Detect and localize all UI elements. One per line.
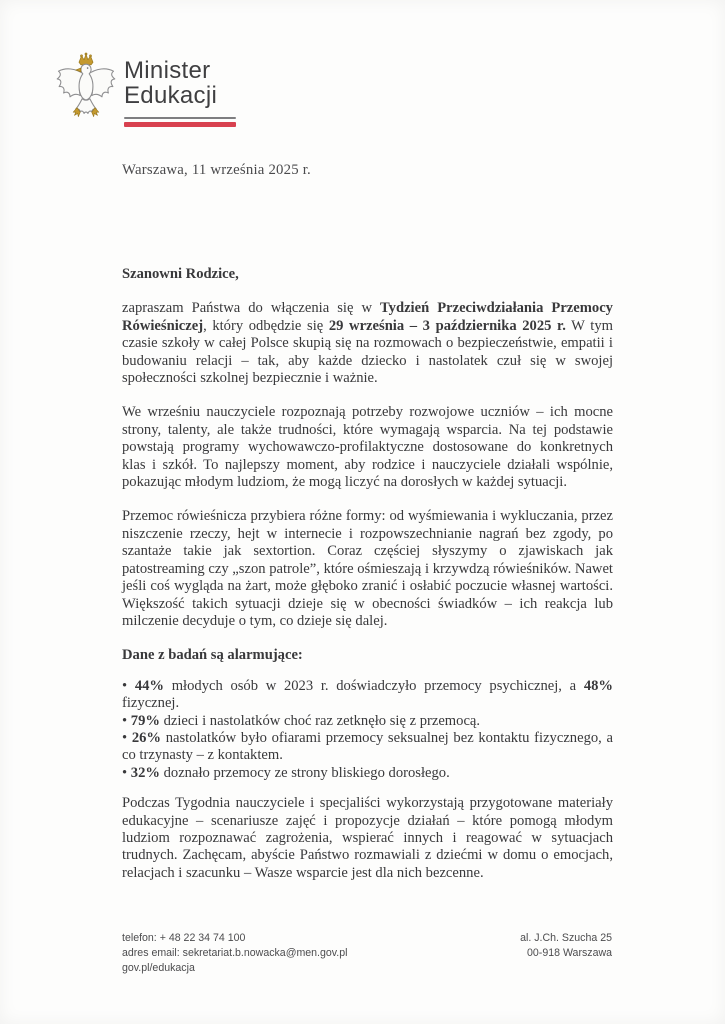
letterhead (54, 48, 236, 138)
stats-bullet-list (122, 678, 613, 782)
logo-rule-red-bar (124, 122, 236, 127)
footer-address-line1: al. J.Ch. Szucha 25 (520, 932, 612, 944)
footer-phone: telefon: + 48 22 34 74 100 (122, 932, 246, 944)
letter-body (122, 266, 613, 882)
stat-bullet-sexual-violence: • 26% nastolatków było ofiarami przemocy seksualnej bez kontaktu fizycznego, a co trzynasty – z kontaktem. (122, 729, 613, 764)
footer-email: adres email: sekretariat.b.nowacka@men.gov.pl (122, 947, 348, 959)
logo-title-line1: Minister (124, 57, 211, 84)
stat-bullet-contact-with-violence: • 79% dzieci i nastolatków choć raz zetknęło się z przemocą. (122, 712, 481, 729)
paragraph-invitation: zapraszam Państwa do włączenia się w Tydzień Przeciwdziałania Przemocy Rówieśniczej, który odbędzie się 29 września – 3 października 2025 r. W tym czasie szkoły w całej Polsce skupią się na rozmowach o bezpieczeństwie, empatii i budowaniu relacji – tak, aby każde dziecko i nastolatek czuł się w swojej społeczności szkolnej bezpiecznie i ważnie. (122, 300, 614, 387)
stats-heading: Dane z badań są alarmujące: (122, 647, 303, 664)
footer-contact-block (122, 931, 347, 976)
salutation: Szanowni Rodzice, (122, 266, 239, 282)
polish-eagle-emblem-icon (54, 48, 118, 138)
paragraph-september-diagnosis: We wrześniu nauczyciele rozpoznają potrzeby rozwojowe uczniów – ich mocne strony, talenty, ale także trudności, które wymagają wsparcia. Na tej podstawie powstają programy wychowawczo-profilaktyczne dostosowane do konkretnych klas i szkół. To najlepszy moment, aby rodzice i nauczyciele działali wspólnie, pokazując młodym ludziom, że mogą liczyć na dorosłych w każdej sytuacji. (122, 404, 613, 491)
stat-bullet-psychological: • 44% młodych osób w 2023 r. doświadczyło przemocy psychicznej, a 48% fizycznej. (122, 677, 613, 712)
dateline: Warszawa, 11 września 2025 r. (122, 162, 311, 178)
stat-bullet-adult-violence: • 32% doznało przemocy ze strony bliskiego dorosłego. (122, 764, 450, 781)
logo-rule-gray-bar (124, 117, 236, 119)
footer-website: gov.pl/edukacja (122, 962, 195, 974)
logo-title-line2: Edukacji (124, 82, 218, 109)
paragraph-closing: Podczas Tygodnia nauczyciele i specjaliści wykorzystają przygotowane materiały edukacyjne – scenariusze zajęć i propozycje działań – które pomogą młodym ludziom rozpoznawać zagrożenia, wspierać innych i reagować w sytuacjach trudnych. Zachęcam, abyście Państwo rozmawiali z dziećmi w domu o emocjach, relacjach i szacunku – Wasze wsparcie jest dla nich bezcenne. (122, 795, 613, 881)
logo-flag-rule (124, 117, 236, 127)
footer-address-line2: 00-918 Warszawa (527, 947, 612, 959)
ministry-logo-text (124, 48, 236, 127)
footer-address-block (520, 931, 612, 961)
paragraph-violence-forms: Przemoc rówieśnicza przybiera różne formy: od wyśmiewania i wykluczania, przez niszczenie rzeczy, hejt w internecie i rozpowszechnianie nagrań bez zgody, po szantaże takie jak sextortion. Coraz częściej słyszymy o zjawiskach jak patostreaming czy „szon patrole”, które ośmieszają i krzywdzą rówieśników. Nawet jeśli coś wygląda na żart, może głęboko zranić i osłabić poczucie własnej wartości. Większość takich sytuacji dzieje się w obecności świadków – ich reakcja lub milczenie decyduje o tym, co dzieje się dalej. (122, 508, 613, 629)
